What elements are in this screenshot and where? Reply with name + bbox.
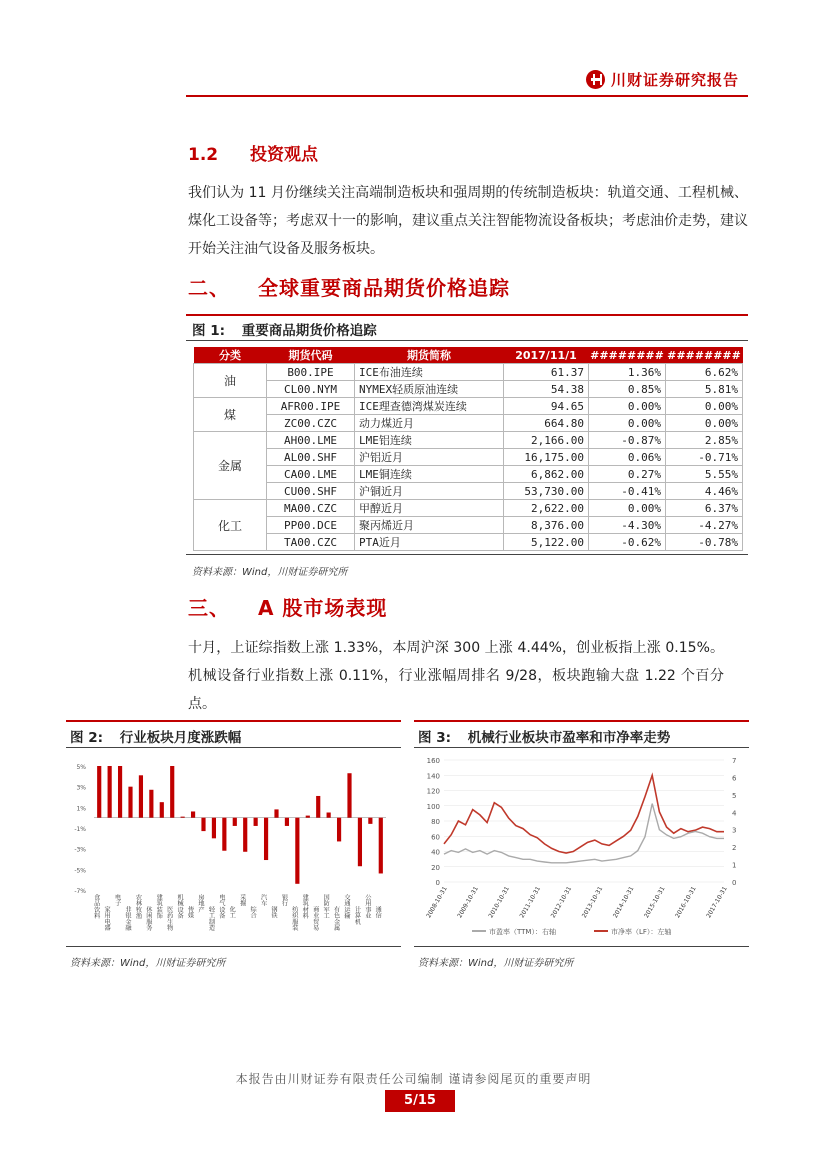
x-tick-label: 电气设备 <box>217 894 225 919</box>
futures-cell: 0.00% <box>589 500 666 517</box>
bar <box>149 790 153 818</box>
futures-header-row <box>194 347 743 364</box>
x-tick-label: 通信 <box>374 906 382 919</box>
futures-cell: 0.00% <box>589 415 666 432</box>
section-1-2-heading <box>188 140 318 165</box>
bar <box>243 818 247 852</box>
x-tick-label: 综合 <box>249 906 257 919</box>
bar <box>222 818 226 851</box>
futures-cell: 5.55% <box>666 466 743 483</box>
futures-cell: 动力煤近月 <box>355 415 504 432</box>
header-divider <box>186 95 748 97</box>
x-tick-label: 2014-10-31 <box>611 885 636 920</box>
bar <box>337 818 341 842</box>
section-3-title: A 股市场表现 <box>257 596 388 620</box>
x-tick-label: 商业贸易 <box>311 906 319 931</box>
brand-logo-icon <box>586 70 605 89</box>
bar <box>379 818 383 874</box>
x-tick-label: 国防军工 <box>322 894 330 919</box>
x-tick-label: 2016-10-31 <box>674 885 698 920</box>
futures-row <box>194 381 743 398</box>
futures-row <box>194 534 743 551</box>
futures-cell: 0.00% <box>666 415 743 432</box>
futures-cell: 2.85% <box>666 432 743 449</box>
bar <box>191 811 195 817</box>
bar <box>285 818 289 826</box>
legend-label-pb: 市净率（LF）：左轴 <box>611 928 672 936</box>
bar <box>128 787 132 818</box>
brand-name: 川财证券研究报告 <box>611 70 740 89</box>
x-tick-label: 家用电器 <box>103 906 111 931</box>
figure3-top-rule <box>414 720 749 722</box>
x-tick-label: 电子 <box>113 894 121 907</box>
futures-cell: CA00.LME <box>267 466 355 483</box>
industry-monthly-change-chart <box>66 752 401 944</box>
x-tick-label: 房地产 <box>197 894 204 913</box>
x-tick-label: 2012-10-31 <box>549 885 574 920</box>
futures-header-cell: 期货代码 <box>267 347 355 364</box>
x-tick-label: 食品饮料 <box>92 894 100 919</box>
y-tick-label: -7% <box>74 888 86 895</box>
x-tick-label: 2008-10-31 <box>425 885 449 920</box>
futures-cell: ZC00.CZC <box>267 415 355 432</box>
futures-row <box>194 517 743 534</box>
futures-category-cell: 煤 <box>194 398 267 432</box>
futures-header-cell: ######## <box>590 348 664 362</box>
x-tick-label: 建筑装饰 <box>155 894 163 919</box>
right-tick-label: 7 <box>732 757 737 765</box>
bar <box>181 817 185 818</box>
futures-cell: 6.62% <box>666 364 743 381</box>
section-2-number: 二、 <box>188 276 230 300</box>
figure2-caption <box>70 726 241 746</box>
x-tick-label: 2015-10-31 <box>643 885 667 920</box>
pe-line <box>444 804 724 863</box>
futures-cell: 5,122.00 <box>504 534 589 551</box>
futures-cell: 4.46% <box>666 483 743 500</box>
x-tick-label: 医药生物 <box>165 906 173 931</box>
right-tick-label: 1 <box>732 861 737 870</box>
futures-cell: B00.IPE <box>267 364 355 381</box>
x-tick-label: 轻工制造 <box>207 906 215 931</box>
futures-cell: -4.27% <box>666 517 743 534</box>
right-tick-label: 4 <box>732 809 737 818</box>
futures-cell: 0.00% <box>666 398 743 415</box>
right-tick-label: 3 <box>732 826 737 835</box>
futures-row <box>194 466 743 483</box>
futures-cell: AH00.LME <box>267 432 355 449</box>
futures-cell: ICE理查德湾煤炭连续 <box>355 398 504 415</box>
futures-cell: 53,730.00 <box>504 483 589 500</box>
futures-cell: 664.80 <box>504 415 589 432</box>
right-tick-label: 6 <box>732 774 737 783</box>
figure1-label: 图 1: <box>192 323 225 339</box>
futures-cell: -0.78% <box>666 534 743 551</box>
x-tick-label: 银行 <box>280 894 288 907</box>
bar <box>264 818 268 860</box>
futures-cell: 0.85% <box>589 381 666 398</box>
section-1-2-body: 我们认为 11 月份继续关注高端制造板块和强周期的传统制造板块：轨道交通、工程机械、煤化工设备等；考虑双十一的影响，建议重点关注智能物流设备板块；考虑油价走势，建议开始关注油气设备及服务板块。 <box>188 185 748 257</box>
figure2-source: 资料来源：Wind，川财证券研究所 <box>70 958 226 969</box>
futures-cell: LME铝连续 <box>355 432 504 449</box>
futures-row <box>194 364 743 381</box>
x-tick-label: 钢铁 <box>270 906 277 919</box>
right-tick-label: 5 <box>732 791 737 800</box>
figure3-title: 机械行业板块市盈率和市净率走势 <box>467 730 671 746</box>
figure2-top-rule <box>66 720 401 722</box>
futures-row <box>194 483 743 500</box>
futures-cell: PP00.DCE <box>267 517 355 534</box>
futures-row <box>194 398 743 415</box>
section-3-body: 十月，上证综指数上涨 1.33%，本周沪深 300 上涨 4.44%，创业板指上涨 0.15%。机械设备行业指数上涨 0.11%，行业涨幅周排名 9/28，板块跑输大盘 1.22 个百分点。 <box>188 640 724 712</box>
section-3-number: 三、 <box>188 596 230 620</box>
bar <box>316 796 320 818</box>
futures-table-header <box>194 347 743 364</box>
x-tick-label: 建筑材料 <box>301 894 309 919</box>
futures-cell: MA00.CZC <box>267 500 355 517</box>
futures-cell: 0.06% <box>589 449 666 466</box>
section-3-heading <box>188 592 387 621</box>
x-tick-label: 公用事业 <box>363 894 371 919</box>
futures-cell: AL00.SHF <box>267 449 355 466</box>
futures-cell: 2,166.00 <box>504 432 589 449</box>
futures-cell: 5.81% <box>666 381 743 398</box>
y-tick-label: -1% <box>74 826 86 833</box>
bar <box>358 818 362 867</box>
futures-row <box>194 432 743 449</box>
futures-cell: -0.62% <box>589 534 666 551</box>
figure2-bottom-rule <box>66 946 401 947</box>
futures-cell: 61.37 <box>504 364 589 381</box>
pb-line <box>444 775 724 853</box>
x-tick-label: 2017-10-31 <box>705 885 729 920</box>
futures-category-cell: 油 <box>194 364 267 398</box>
y-tick-label: -5% <box>74 867 86 875</box>
bar <box>327 813 331 818</box>
futures-cell: CU00.SHF <box>267 483 355 500</box>
right-tick-label: 2 <box>732 844 737 853</box>
futures-table-body <box>194 364 743 551</box>
futures-cell: NYMEX轻质原油连续 <box>355 381 504 398</box>
bar <box>160 802 164 818</box>
y-tick-label: 5% <box>76 764 86 771</box>
figure1-source: 资料来源：Wind，川财证券研究所 <box>192 567 348 578</box>
figure3-source: 资料来源：Wind，川财证券研究所 <box>418 958 574 969</box>
x-tick-label: 机械设备 <box>176 894 184 919</box>
futures-category-cell: 化工 <box>194 500 267 551</box>
futures-cell: -4.30% <box>589 517 666 534</box>
futures-price-table <box>193 347 743 551</box>
futures-header-cell: 期货简称 <box>355 347 504 364</box>
figure3-caption <box>418 726 670 746</box>
bar <box>97 766 101 818</box>
bar <box>170 766 174 818</box>
futures-cell: 0.00% <box>589 398 666 415</box>
section-2-title: 全球重要商品期货价格追踪 <box>257 276 510 300</box>
x-tick-label: 2011-10-31 <box>518 885 543 920</box>
figure3-label: 图 3: <box>418 730 451 746</box>
y-tick-label: 1% <box>76 805 86 813</box>
futures-cell: ICE布油连续 <box>355 364 504 381</box>
left-tick-label: 140 <box>426 772 440 781</box>
figure1-title: 重要商品期货价格追踪 <box>241 323 377 339</box>
futures-cell: 54.38 <box>504 381 589 398</box>
bar <box>233 818 237 826</box>
bar <box>139 775 143 817</box>
futures-header-cell: 分类 <box>194 347 267 364</box>
bar <box>295 818 299 884</box>
futures-row <box>194 415 743 432</box>
section-1-2-title: 投资观点 <box>250 145 319 165</box>
futures-cell: 2,622.00 <box>504 500 589 517</box>
valuation-trend-chart <box>414 752 749 944</box>
figure2-label: 图 2: <box>70 730 103 746</box>
left-tick-label: 80 <box>431 818 440 826</box>
futures-cell: TA00.CZC <box>267 534 355 551</box>
bar <box>118 766 122 818</box>
futures-row <box>194 500 743 517</box>
x-tick-label: 2013-10-31 <box>580 885 605 920</box>
futures-cell: -0.41% <box>589 483 666 500</box>
futures-header-cell: ######## <box>667 348 741 362</box>
legend-label-pe: 市盈率（TTM）：右轴 <box>489 928 556 936</box>
left-tick-label: 160 <box>426 757 440 765</box>
bar <box>254 818 258 826</box>
futures-cell: 6,862.00 <box>504 466 589 483</box>
futures-cell: 沪铜近月 <box>355 483 504 500</box>
bar <box>212 818 216 839</box>
futures-cell: 甲醇近月 <box>355 500 504 517</box>
footer-disclaimer: 本报告由川财证券有限责任公司编制 谨请参阅尾页的重要声明 <box>235 1072 592 1086</box>
x-tick-label: 传媒 <box>186 906 194 919</box>
futures-cell: 沪铝近月 <box>355 449 504 466</box>
figure3-caption-rule <box>414 747 749 748</box>
bar <box>108 766 112 818</box>
page-number: 5/15 <box>385 1090 455 1112</box>
futures-cell: -0.71% <box>666 449 743 466</box>
left-tick-label: 120 <box>426 787 440 796</box>
bar <box>368 818 372 824</box>
futures-cell: 16,175.00 <box>504 449 589 466</box>
futures-cell: -0.87% <box>589 432 666 449</box>
bar <box>306 816 310 818</box>
futures-cell: 8,376.00 <box>504 517 589 534</box>
futures-cell: 1.36% <box>589 364 666 381</box>
futures-cell: CL00.NYM <box>267 381 355 398</box>
figure2-caption-rule <box>66 747 401 748</box>
figure3-bottom-rule <box>414 946 749 947</box>
x-tick-label: 纺织服装 <box>290 906 298 931</box>
x-tick-label: 有色金属 <box>332 906 340 931</box>
bar <box>274 809 278 817</box>
bar <box>347 773 351 817</box>
futures-cell: 6.37% <box>666 500 743 517</box>
figure1-top-rule <box>186 314 748 316</box>
left-tick-label: 40 <box>431 848 440 857</box>
futures-header-cell: 2017/11/1 <box>504 347 589 364</box>
y-tick-label: -3% <box>74 846 86 854</box>
futures-cell: 聚丙烯近月 <box>355 517 504 534</box>
y-tick-label: 3% <box>76 784 86 792</box>
x-tick-label: 休闲服务 <box>144 906 152 931</box>
left-tick-label: 100 <box>426 802 440 811</box>
section-2-heading <box>188 272 510 301</box>
x-tick-label: 计算机 <box>353 906 361 925</box>
x-tick-label: 2010-10-31 <box>487 885 511 920</box>
left-tick-label: 20 <box>431 863 440 872</box>
futures-cell: LME铜连续 <box>355 466 504 483</box>
x-tick-label: 交通运输 <box>343 894 350 919</box>
report-brand <box>586 68 739 90</box>
left-tick-label: 0 <box>435 879 440 887</box>
figure2-title: 行业板块月度涨跌幅 <box>119 730 242 746</box>
figure1-bottom-rule <box>186 554 748 555</box>
x-tick-label: 2009-10-31 <box>456 885 480 920</box>
bar <box>201 818 205 831</box>
futures-cell: AFR00.IPE <box>267 398 355 415</box>
futures-category-cell: 金属 <box>194 432 267 500</box>
x-tick-label: 采掘 <box>238 894 246 907</box>
x-tick-label: 非银金融 <box>124 906 131 931</box>
section-1-2-number: 1.2 <box>188 145 219 165</box>
x-tick-label: 汽车 <box>259 894 267 907</box>
futures-cell: PTA近月 <box>355 534 504 551</box>
left-tick-label: 60 <box>431 833 440 842</box>
figure1-caption-rule <box>186 340 748 341</box>
futures-cell: 0.27% <box>589 466 666 483</box>
x-tick-label: 农林牧渔 <box>134 894 142 919</box>
figure1-caption <box>192 319 377 339</box>
futures-cell: 94.65 <box>504 398 589 415</box>
x-tick-label: 化工 <box>228 906 236 919</box>
right-tick-label: 0 <box>732 879 737 887</box>
futures-row <box>194 449 743 466</box>
